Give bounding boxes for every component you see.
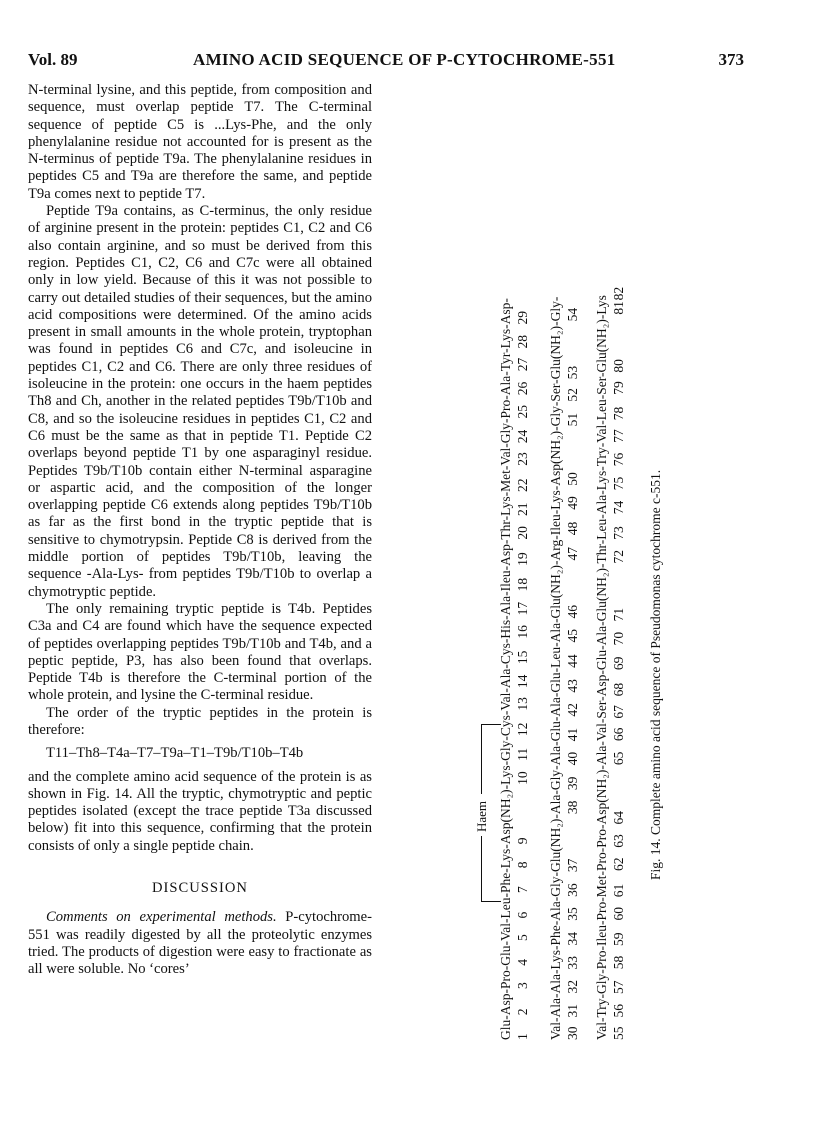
residue-number: 41 <box>565 727 580 742</box>
residue-number: 7 <box>515 886 530 894</box>
residue-number: 38 <box>565 800 580 815</box>
residue-number: 23 <box>515 452 530 466</box>
residue-number: 44 <box>565 654 580 668</box>
residue-number: 59 <box>611 932 626 947</box>
residue-number: 82 <box>611 286 626 301</box>
residue-number: 15 <box>515 650 530 665</box>
residue-number: 62 <box>611 857 626 872</box>
residue-number: 35 <box>565 907 580 921</box>
residue-number: 65 <box>611 751 626 766</box>
residue-number: 39 <box>565 776 580 791</box>
residue-number: 54 <box>565 307 580 322</box>
residue-number: 63 <box>611 834 626 848</box>
residue-number: 20 <box>515 526 530 540</box>
residue-number: 40 <box>565 751 580 766</box>
residue-number: 77 <box>611 429 626 443</box>
residue-number: 53 <box>565 365 580 380</box>
residue-number: 13 <box>515 697 530 711</box>
residue-number: 16 <box>515 625 530 639</box>
residue-number: 29 <box>515 310 530 325</box>
residue-number: 73 <box>611 526 626 540</box>
haem-line-right <box>481 724 482 794</box>
residue-number: 69 <box>611 656 626 671</box>
residue-number: 9 <box>515 837 530 845</box>
sequence-row-2: Val-Ala-Ala-Lys-Phe-Ala-Gly-Glu(NH₂)-Ala-Gly-Ala-Glu-Ala-Glu-Leu-Ala-Glu(NH₂)-Arg-Ileu-Lys-Asp(NH₂)-Gly-Ser-Glu(NH₂)-Gly- <box>548 296 563 1040</box>
residue-number: 25 <box>515 404 530 419</box>
residue-number: 79 <box>611 381 626 395</box>
peptide-order: T11–Th8–T4a–T7–T9a–T1–T9b/T10b–T4b <box>46 745 304 762</box>
residue-number: 6 <box>515 911 530 919</box>
residue-number: 51 <box>565 412 580 427</box>
figure-caption: Fig. 14. Complete amino acid sequence of Pseudomonas cytochrome c-551. <box>648 469 663 880</box>
haem-line-left <box>481 836 482 902</box>
residue-number: 26 <box>515 381 530 396</box>
residue-number: 34 <box>565 932 580 946</box>
paragraph-4: The order of the tryptic peptides in the protein is therefore: <box>28 704 372 738</box>
residue-number: 11 <box>515 747 530 761</box>
residue-number: 5 <box>515 934 530 942</box>
residue-number: 46 <box>565 604 580 619</box>
sequence-figure <box>470 160 670 1040</box>
residue-number: 2 <box>515 1008 530 1016</box>
text-column <box>28 82 372 979</box>
residue-number: 22 <box>515 478 530 492</box>
residue-number: 66 <box>611 727 626 742</box>
residue-number: 78 <box>611 406 626 421</box>
paragraph-3: The only remaining tryptic peptide is T4b. Peptides C3a and C4 are found which have the sequence expected of peptides overlapping peptides T9b/T10b and T4b, and a peptic peptide, P3, has also been found that overlaps. Peptide T4b is therefore the C-terminal portion of the whole protein, and lysine the C-terminal residue. <box>28 600 372 704</box>
residue-number: 72 <box>611 549 626 564</box>
residue-number: 47 <box>565 547 580 561</box>
paragraph-6-text: P-cytochrome-551 was readily digested by all the proteolytic enzymes tried. The products of digestion were easy to fractionate as all were soluble. No ‘cores’ <box>28 909 372 978</box>
residue-number: 71 <box>611 607 626 622</box>
paragraph-1: N-terminal lysine, and this peptide, from composition and sequence, must overlap peptide T7. The C-terminal sequence of peptide C5 is ...Lys-Phe, and the only phenylalanine residue not accounted for is present as the N-terminus of peptide T9a. The phenylalanine residues in peptides C5 and T9a are therefore the same, and peptide T9a comes next to peptide T7. <box>28 82 372 202</box>
residue-number: 30 <box>565 1026 580 1040</box>
residue-number: 17 <box>515 601 530 616</box>
residue-number: 1 <box>515 1033 530 1040</box>
residue-number: 49 <box>565 496 580 510</box>
residue-number: 12 <box>515 722 530 737</box>
residue-number: 18 <box>515 577 530 592</box>
residue-number: 31 <box>565 1004 580 1018</box>
residue-number: 32 <box>565 980 580 994</box>
residue-number: 55 <box>611 1026 626 1040</box>
residue-number: 56 <box>611 1004 626 1018</box>
paragraph-6 <box>28 909 372 978</box>
residue-number: 45 <box>565 628 580 643</box>
paragraph-2: Peptide T9a contains, as C-terminus, the only residue of arginine present in the protein: peptides C1, C2 and C6 also contain arginine, and so must be derived from this region. Peptides C1, C2, C6 and C7c were all obtained only in low yield. Because of this it was not possible to carry out detailed studies of their sequences, but the amino acid compositions were determined. Of the amino acids present in small amounts in the whole protein, tryptophan was found in peptides C6 and C7c, and isoleucine in peptides C1, C2 and C6. There are only three residues of isoleucine in the protein: one occurs in the haem peptides Th8 and Ch, another in the related peptides T9b/T10b and C8, and so the isoleucine residues in peptides C1, C2 and C6 must be the same as that in peptide T1. Peptide C2 overlaps beyond peptide T1 by one asparaginyl residue. Peptides T9b/T10b contain either N-terminal asparagine or aspartic acid, and the composition of the longer overlapping peptide C6 extends along peptides T9b/T10b as far as the first bond in the tryptic peptide that is sensitive to chymotrypsin. Peptide C8 is derived from the middle portion of peptides T9b/T10b, leaving the sequence -Ala-Lys- from peptides T9b/T10b to overlap a chymotryptic peptide. <box>28 203 372 600</box>
residue-number: 10 <box>515 771 530 785</box>
residue-number: 21 <box>515 502 530 516</box>
haem-label: Haem <box>474 800 489 832</box>
residue-number: 43 <box>565 679 580 693</box>
residue-number: 24 <box>515 429 530 444</box>
residue-number: 37 <box>565 858 580 873</box>
residue-number: 57 <box>611 980 626 994</box>
residue-number: 75 <box>611 476 626 491</box>
residue-number: 4 <box>515 959 530 966</box>
residue-number: 42 <box>565 703 580 717</box>
residue-number: 67 <box>611 705 626 719</box>
residue-number: 3 <box>515 982 530 990</box>
residue-number: 80 <box>611 359 626 373</box>
sequence-row-1: Glu-Asp-Pro-Glu-Val-Leu-Phe-Lys-Asp(NH₂)-Lys-Gly-Cys-Val-Ala-Cys-His-Ala-Ileu-Asp-Thr-Lys-Met-Val-Gly-Pro-Ala-Tyr-Lys-Asp- <box>498 298 513 1040</box>
page-number: 373 <box>718 50 744 69</box>
residue-number: 60 <box>611 907 626 921</box>
discussion-heading: DISCUSSION <box>152 880 248 897</box>
residue-number: 14 <box>515 674 530 689</box>
residue-number: 27 <box>515 357 530 372</box>
residue-number: 28 <box>515 334 530 349</box>
residue-number: 33 <box>565 956 580 970</box>
sequence-row-3: Val-Try-Gly-Pro-Ileu-Pro-Met-Pro-Pro-Asp(NH₂)-Ala-Val-Ser-Asp-Glu-Ala-Glu(NH₂)-Thr-Leu-Ala-Lys-Try-Val-Leu-Ser-Glu(NH₂)-Lys <box>594 295 609 1040</box>
residue-number: 81 <box>611 301 626 315</box>
residue-number: 50 <box>565 472 580 486</box>
residue-number: 61 <box>611 883 626 898</box>
running-title: AMINO ACID SEQUENCE OF P-CYTOCHROME-551 <box>193 50 616 69</box>
residue-number: 58 <box>611 955 626 970</box>
residue-number: 19 <box>515 552 530 566</box>
paragraph-5: and the complete amino acid sequence of the protein is as shown in Fig. 14. All the tryptic, chymotryptic and peptic peptides isolated (except the trace peptide T3a discussed below) fit into this sequence, confirming that the protein consists of only a single peptide chain. <box>28 768 372 854</box>
page-header <box>28 50 744 74</box>
residue-number: 70 <box>611 631 626 646</box>
residue-number: 8 <box>515 861 530 869</box>
residue-number: 68 <box>611 682 626 697</box>
residue-number: 48 <box>565 521 580 536</box>
residue-number: 64 <box>611 811 626 825</box>
volume-label: Vol. 89 <box>28 50 78 69</box>
paragraph-6-lead: Comments on experimental methods. <box>46 909 277 926</box>
residue-number: 36 <box>565 883 580 897</box>
residue-number: 52 <box>565 388 580 402</box>
residue-number: 76 <box>611 452 626 467</box>
residue-number: 74 <box>611 500 626 515</box>
